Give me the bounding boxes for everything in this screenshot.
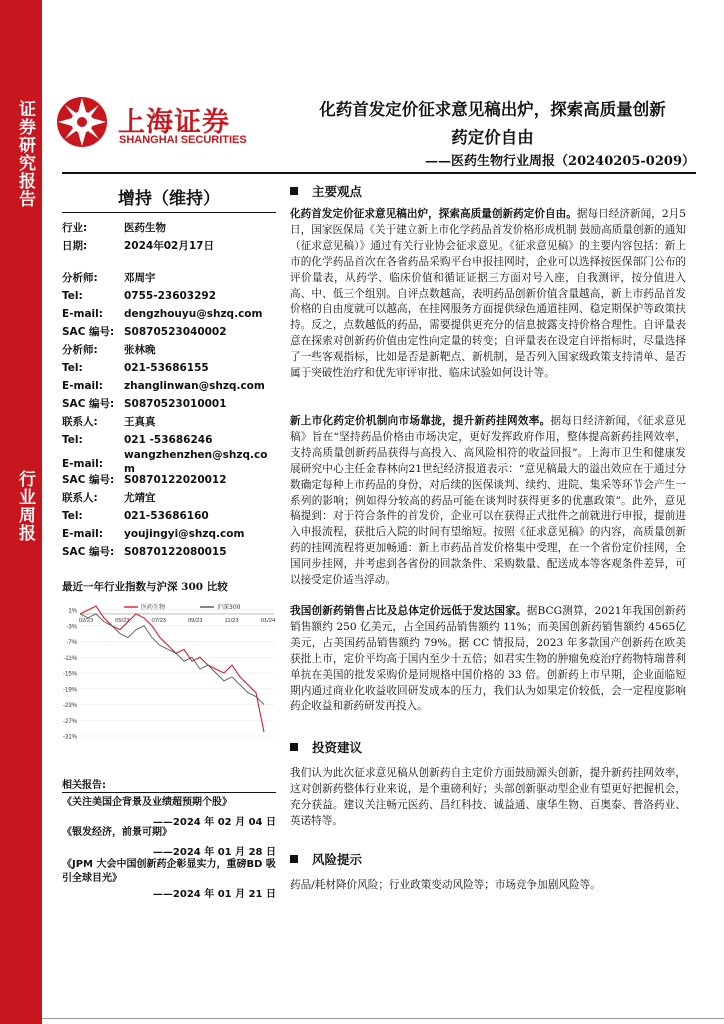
paragraph — [290, 604, 686, 715]
date-label: 日期: — [62, 240, 88, 252]
y-tick-label: -11% — [63, 655, 77, 662]
investment-paragraph: 我们认为此次征求意见稿从创新药自主定价方面鼓励源头创新，提升新药挂网效率，这对创新药整体行业来说，是个重磅利好；头部创新驱动型企业有望更好把握机会，充分获益。建议关注畅元医药、昌红科技、诚益通、康华生物、百奥泰、普洛药业、英诺特等。 — [290, 767, 686, 827]
paragraph — [290, 414, 686, 589]
y-tick-label: -19% — [62, 687, 77, 694]
footer-divider — [42, 1018, 724, 1019]
contact-role: 联系人: — [62, 492, 98, 504]
report-subtitle: ——医药生物行业周报（20240205-0209） — [425, 154, 695, 169]
email-label: E-mail: — [62, 380, 103, 392]
paragraph-body: 据BCG测算，2021年我国创新药销售额约 250 亿美元，占全国药品销售额约 11%；而美国创新药销售额约 4565亿美元，占美国药品销售额约 79%。据 CC 情报局，2023 年多款国产创新药在欧美获批上市，定价平均高于国内至少十五倍；如君实生物的肿瘤免疫治疗药物特瑞普利单抗在美国的批发采购价是同规格中国价格的 33 倍。创新药上市早期，企业面临短期内通过商业化收益收回研发成本的压力，我们认为如果定价较低，会一定程度影响药企收益和新药研发再投入。 — [290, 605, 686, 713]
date-value: 2024年02月17日 — [124, 240, 214, 252]
related-report-date: ——2024 年 02 月 04 日 — [152, 817, 276, 828]
report-title — [290, 96, 695, 152]
analyst-name: 张林晚 — [124, 344, 156, 356]
analyst-name: 邓周宇 — [124, 272, 156, 284]
related-report-title[interactable]: 《关注美国企背景及业绩超预期个股》 — [62, 797, 232, 808]
y-tick-label: -27% — [62, 718, 77, 725]
sac-label: SAC 编号: — [62, 326, 115, 338]
header-divider — [62, 172, 696, 174]
related-report-title[interactable]: 《JPM 大会中国创新药企彰显实力，重磅BD 吸引全球目光》 — [62, 859, 276, 884]
paragraph-lead: 化药首发定价征求意见稿出炉，探索高质量创新药定价自由。 — [290, 208, 577, 220]
contact-sac: S0870122080015 — [124, 546, 227, 558]
paragraph — [290, 207, 686, 382]
related-report-item[interactable] — [62, 796, 276, 830]
industry-label: 行业: — [62, 222, 88, 234]
related-divider — [62, 792, 276, 793]
shanghai-securities-logo-icon — [56, 96, 108, 148]
x-tick-label: 11/23 — [224, 617, 239, 624]
analyst-role: 分析师: — [62, 272, 98, 284]
chart-title: 最近一年行业指数与沪深 300 比较 — [62, 581, 228, 593]
section-title: 主要观点 — [312, 184, 363, 199]
email-label: E-mail: — [62, 528, 103, 540]
analyst-email-link[interactable]: dengzhouyu@shzq.com — [124, 308, 263, 320]
related-report-date: ——2024 年 01 月 21 日 — [152, 889, 276, 900]
paragraph-body: 据每日经济新闻，2月5日，国家医保局《关于建立新上市化学药品首发价格形成机制 鼓励高质量创新的通知（征求意见稿）》通过有关行业协会征求意见。《征求意见稿》的主要内容包括：新上市的化学药品首次在各省药品采购平台申报挂网时，企业可以选择按医保部门公布的评价量表，从药学、临床价值和循证证据三方面对号入座，自我测评，按分值进入高、中、低三个组别。自评点数越高，表明药品创新价值含量越高，新上市药品首发价格的自由度就可以越高，在挂网服务方面提供绿色通道挂网、稳定期保护等政策扶持。反之，点数越低的药品，需要提供更充分的信息披露支持价格合理性。自评量表意在探索对创新药价值由定性向定量的转变；自评量表在设定自评指标时，尽量选择了一些客观指标，比如是否是新靶点、新机制，是否列入国家级政策支持清单、是否属于突破性治疗和优先审评审批、临床试验如何设计等。 — [290, 208, 687, 380]
section-bullet-icon — [290, 187, 298, 195]
analyst-sac: S0870523040002 — [124, 326, 227, 338]
legend-label: 医药生物 — [141, 604, 166, 612]
section-title: 投资建议 — [312, 740, 363, 755]
index-comparison-chart — [58, 602, 280, 750]
contact-role: 联系人: — [62, 416, 98, 428]
tel-label: Tel: — [62, 290, 83, 302]
y-tick-label: -15% — [62, 671, 77, 678]
paragraph-lead: 我国创新药销售占比及总体定价远低于发达国家。 — [290, 605, 527, 617]
rating: 增持（维持） — [118, 189, 220, 209]
analyst-sac: S0870523010001 — [124, 398, 227, 410]
y-tick-label: -23% — [62, 703, 77, 709]
section-title: 风险提示 — [312, 852, 363, 867]
sac-label: SAC 编号: — [62, 398, 115, 410]
series-line — [80, 614, 264, 705]
paragraph-lead: 新上市化药定价机制向市场靠拢，提升新药挂网效率。 — [290, 415, 551, 427]
related-report-title[interactable]: 《银发经济，前景可期》 — [62, 827, 172, 838]
analyst-role: 分析师: — [62, 344, 98, 356]
logo-name-cn: 上海证券 — [118, 107, 230, 138]
contact-name: 尤靖宜 — [124, 492, 156, 504]
analyst-tel: 021-53686155 — [124, 362, 209, 374]
legend-label: 沪深300 — [217, 604, 241, 612]
sidebar-label-research-report: 证券研究报告 — [15, 100, 35, 208]
related-report-date: ——2024 年 01 月 28 日 — [152, 847, 276, 858]
y-tick-label: -3% — [66, 624, 77, 631]
rating-divider — [62, 212, 276, 213]
contact-email-link[interactable]: wangzhenzhen@shzq.com — [124, 449, 268, 475]
tel-label: Tel: — [62, 434, 83, 446]
y-tick-label: -31% — [62, 734, 77, 741]
tel-label: Tel: — [62, 362, 83, 374]
related-report-item[interactable] — [62, 858, 276, 902]
x-tick-label: 02/23 — [78, 617, 94, 624]
section-bullet-icon — [290, 855, 298, 863]
risk-paragraph: 药品/耗材降价风险；行业政策变动风险等；市场竞争加剧风险等。 — [290, 879, 601, 891]
sac-label: SAC 编号: — [62, 546, 115, 558]
sidebar-label-weekly: 行业周报 — [15, 470, 35, 542]
x-tick-label: 05/23 — [115, 617, 130, 624]
section-main-points — [290, 182, 362, 200]
contact-tel: 021-53686160 — [124, 510, 209, 522]
contact-sac: S0870122020012 — [124, 474, 227, 486]
report-title-line1: 化药首发定价征求意见稿出炉，探索高质量创新 — [319, 100, 666, 119]
contact-name: 王真真 — [124, 416, 156, 428]
email-label: E-mail: — [62, 458, 103, 470]
analyst-email-link[interactable]: zhanglinwan@shzq.com — [124, 380, 265, 392]
logo-name-en: SHANGHAI SECURITIES — [119, 134, 247, 146]
section-investment-advice — [290, 738, 362, 756]
x-tick-label: 09/23 — [187, 617, 203, 624]
report-title-line2: 药定价自由 — [451, 128, 534, 147]
x-tick-label: 01/24 — [260, 617, 276, 624]
related-reports-title: 相关报告: — [62, 780, 106, 791]
series-line — [80, 606, 264, 732]
x-tick-label: 07/23 — [151, 617, 167, 624]
contact-email-link[interactable]: youjingyi@shzq.com — [124, 528, 245, 540]
section-risk-warning — [290, 850, 362, 868]
contact-tel: 021 -53686246 — [124, 434, 213, 446]
sac-label: SAC 编号: — [62, 474, 115, 486]
tel-label: Tel: — [62, 510, 83, 522]
section-bullet-icon — [290, 743, 298, 751]
y-tick-label: 1% — [68, 608, 77, 615]
paragraph-body: 据每日经济新闻，《征求意见稿》旨在“坚持药品价格由市场决定，更好发挥政府作用，整体提高新药挂网效率，支持高质量创新药品获得与高投入、高风险相符的收益回报”。上海市卫生和健康发展研究中心主任金春林向21世纪经济报道表示：“意见稿最大的溢出效应在于通过分数确定每种上市药品的身份，对后续的医保谈判、续约、进院、集采等环节会产生一系列的影响；例如得分较高的药品可能在谈判时获得更多的优惠政策”。此外，意见稿提到：对于符合条件的首发价，企业可以在获得正式批件之前就进行申报，提前进入申报流程，获批后入院的时间有望缩短。按照《征求意见稿》的内容，高质量创新药的挂网流程将更加畅通：新上市药品首发价格集中受理，在一个省份定价挂网，全国同步挂网，并考虑到各省份的回款条件、采购数量、配送成本等客观条件差异，可以接受定价适当浮动。 — [290, 415, 686, 587]
email-label: E-mail: — [62, 308, 103, 320]
related-report-item[interactable] — [62, 826, 276, 860]
analyst-tel: 0755-23603292 — [124, 290, 217, 302]
y-tick-label: -7% — [66, 640, 77, 646]
industry-value: 医药生物 — [124, 222, 166, 234]
sidebar-bottom — [0, 572, 42, 1024]
